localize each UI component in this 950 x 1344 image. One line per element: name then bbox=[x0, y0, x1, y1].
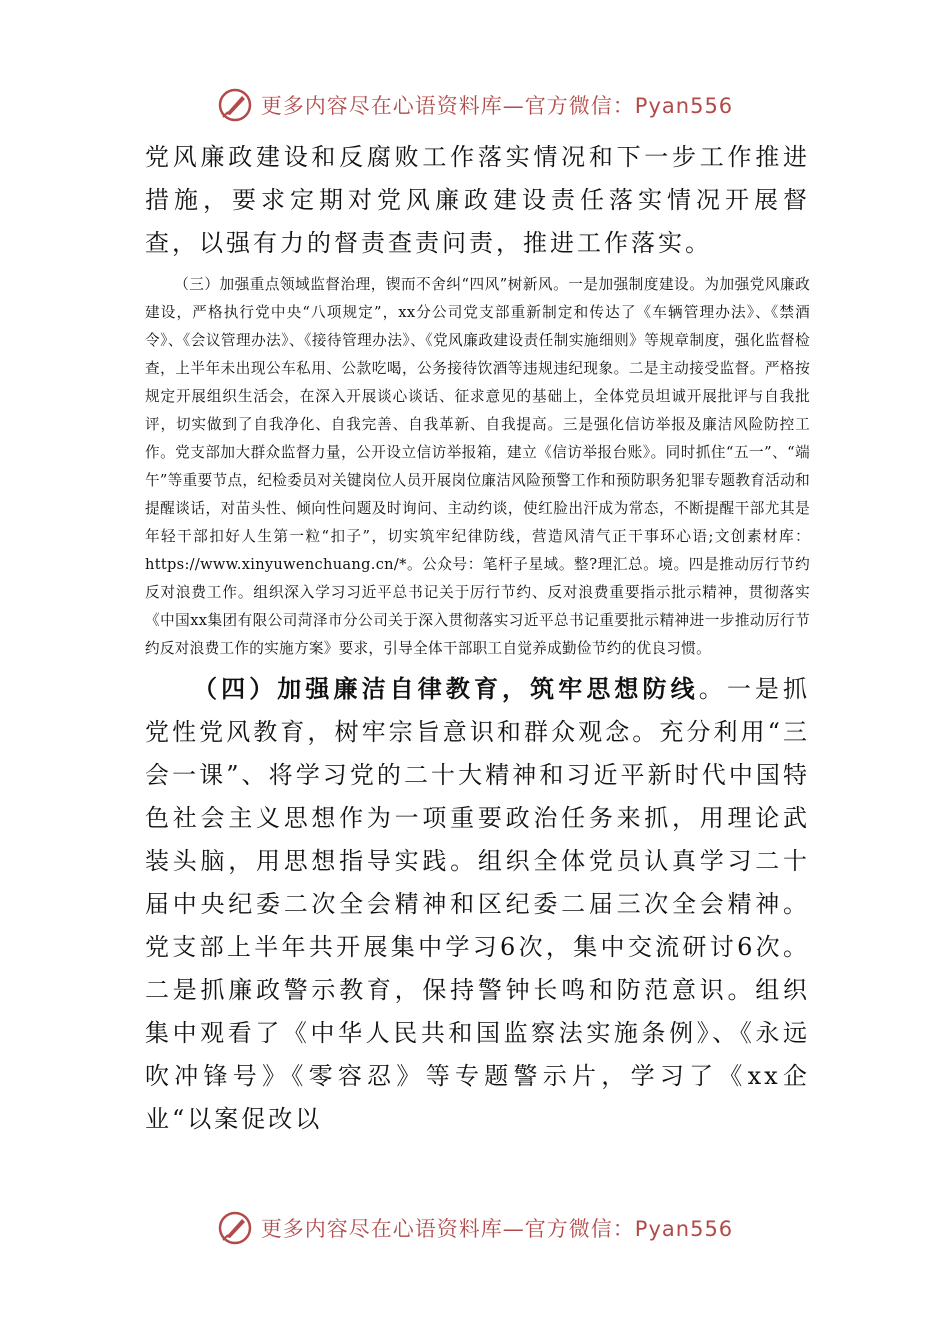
document-body bbox=[145, 136, 810, 1141]
footer-banner bbox=[0, 1203, 950, 1253]
banner-text: 更多内容尽在心语资料库—官方微信：Pyan556 bbox=[260, 1217, 734, 1241]
paragraph-3 bbox=[145, 667, 810, 1141]
header-banner bbox=[0, 80, 950, 130]
paragraph-2: （三）加强重点领域监督治理，锲而不舍纠“四风”树新风。一是加强制度建设。为加强党风廉政建设，严格执行党中央“八项规定”，xx分公司党支部重新制定和传达了《车辆管理办法》、《禁酒令》、《会议管理办法》、《接待管理办法》、《党风廉政建设责任制实施细则》等规章制度，强化监督检查，上半年未出现公车私用、公款吃喝，公务接待饮酒等违规违纪现象。二是主动接受监督。严格按规定开展组织生活会，在深入开展谈心谈话、征求意见的基础上，全体党员坦诚开展批评与自我批评，切实做到了自我净化、自我完善、自我革新、自我提高。三是强化信访举报及廉洁风险防控工作。党支部加大群众监督力量，公开设立信访举报箱，建立《信访举报台账》。同时抓住“五一”、“端午”等重要节点，纪检委员对关键岗位人员开展岗位廉洁风险预警工作和预防职务犯罪专题教育活动和提醒谈话，对苗头性、倾向性问题及时询问、主动约谈，使红脸出汗成为常态，不断提醒干部尤其是年轻干部扣好人生第一粒“扣子”，切实筑牢纪律防线，营造风清气正干事环心语;文创素材库：https://www.xinyuwenchuang.cn/*。公众号：笔杆子星域。整?理汇总。境。四是推动厉行节约反对浪费工作。组织深入学习习近平总书记关于厉行节约、反对浪费重要指示批示精神，贯彻落实《中国xx集团有限公司菏泽市分公司关于深入贯彻落实习近平总书记重要批示精神进一步推动厉行节约反对浪费工作的实施方案》要求，引导全体干部职工自觉养成勤俭节约的优良习惯。 bbox=[145, 276, 810, 657]
banner-text: 更多内容尽在心语资料库—官方微信：Pyan556 bbox=[260, 94, 734, 118]
quill-pen-logo-icon bbox=[217, 87, 253, 123]
paragraph-1: 党风廉政建设和反腐败工作落实情况和下一步工作推进措施，要求定期对党风廉政建设责任落实情况开展督查，以强有力的督责查责问责，推进工作落实。 bbox=[145, 143, 810, 257]
paragraph-3-body: 。一是抓党性党风教育，树牢宗旨意识和群众观念。充分利用“三会一课”、将学习党的二十大精神和习近平新时代中国特色社会主义思想作为一项重要政治任务来抓，用理论武装头脑，用思想指导实践。组织全体党员认真学习二十届中央纪委二次全会精神和区纪委二届三次全会精神。党支部上半年共开展集中学习6次，集中交流研讨6次。二是抓廉政警示教育，保持警钟长鸣和防范意识。组织集中观看了《中华人民共和国监察法实施条例》、《永远吹冲锋号》《零容忍》等专题警示片，学习了《xx企业“以案促改以 bbox=[145, 675, 811, 1133]
quill-pen-logo-icon bbox=[217, 1210, 253, 1246]
section-heading: （四）加强廉洁自律教育，筑牢思想防线 bbox=[193, 674, 699, 703]
